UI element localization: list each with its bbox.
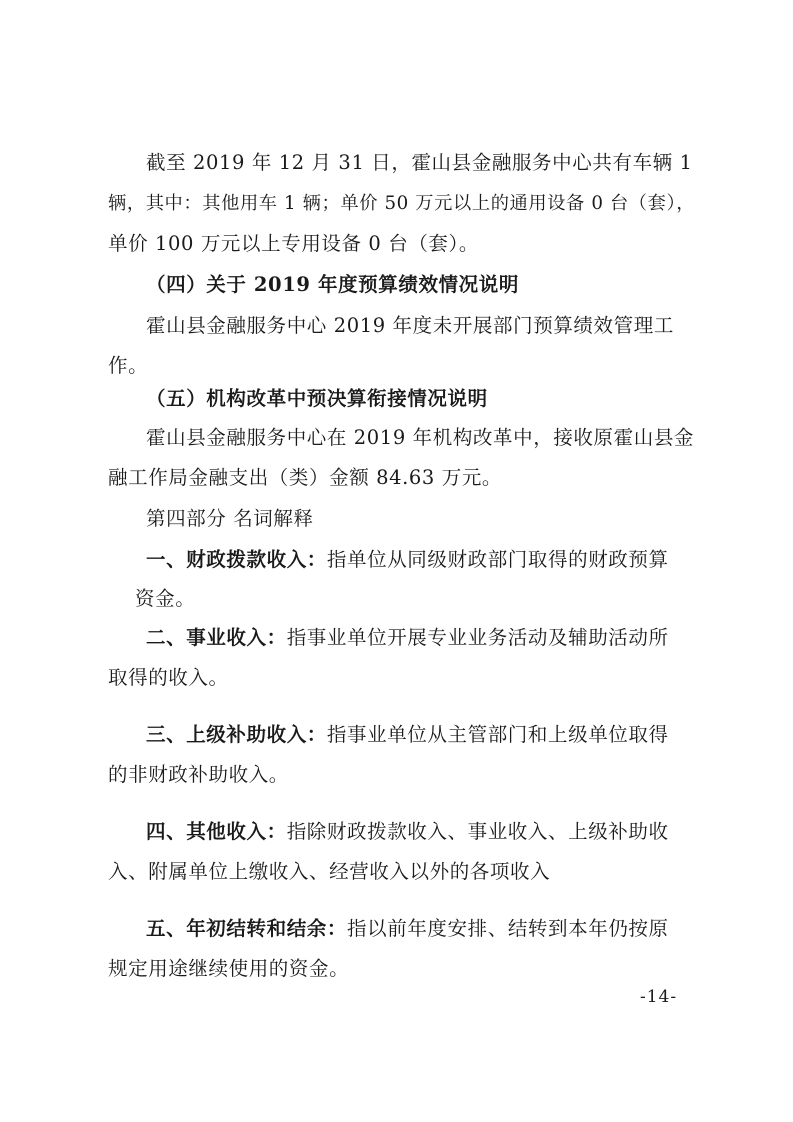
vehicles-line-3: 单价 100 万元以上专用设备 0 台（套）。 — [108, 232, 479, 255]
term-2-line-1 — [146, 623, 669, 653]
term-3-line-2: 的非财政补助收入。 — [108, 763, 289, 786]
term-5-line-1 — [146, 914, 669, 944]
term-3-line-1 — [146, 720, 669, 750]
term-5-definition: 指以前年度安排、结转到本年仍按原 — [347, 917, 669, 940]
section4-line-2: 作。 — [108, 354, 149, 377]
vehicles-line-1: 截至 2019 年 12 月 31 日，霍山县金融服务中心共有车辆 1 — [146, 151, 693, 174]
term-5-line-2: 规定用途继续使用的资金。 — [108, 957, 350, 980]
page-number: -14- — [640, 987, 678, 1007]
term-2-name: 二、事业收入： — [146, 626, 287, 649]
term-1-line-2: 资金。 — [135, 587, 196, 610]
term-3-name: 三、上级补助收入： — [146, 723, 327, 746]
term-2-definition: 指事业单位开展专业业务活动及辅助活动所 — [286, 626, 669, 649]
term-1-line-1 — [146, 545, 669, 575]
section5-line-1: 霍山县金融服务中心在 2019 年机构改革中，接收原霍山县金 — [146, 426, 695, 449]
term-4-name: 四、其他收入： — [146, 820, 287, 843]
section5-heading: （五）机构改革中预决算衔接情况说明 — [146, 387, 488, 410]
term-1-name: 一、财政拨款收入： — [146, 548, 327, 571]
term-5-name: 五、年初结转和结余： — [146, 917, 348, 940]
section4-heading: （四）关于 2019 年度预算绩效情况说明 — [146, 273, 519, 296]
term-4-line-1 — [146, 817, 669, 847]
term-3-definition: 指事业单位从主管部门和上级单位取得 — [326, 723, 669, 746]
section5-line-2: 融工作局金融支出（类）金额 84.63 万元。 — [108, 466, 503, 489]
part4-title: 第四部分 名词解释 — [146, 507, 314, 530]
term-1-definition: 指单位从同级财政部门取得的财政预算 — [326, 548, 669, 571]
vehicles-line-2: 辆，其中：其他用车 1 辆；单价 50 万元以上的通用设备 0 台（套）， — [108, 193, 696, 214]
term-4-definition: 指除财政拨款收入、事业收入、上级补助收 — [286, 820, 669, 843]
section4-line-1: 霍山县金融服务中心 2019 年度未开展部门预算绩效管理工 — [146, 314, 674, 337]
term-2-line-2: 取得的收入。 — [108, 666, 229, 689]
term-4-line-2: 入、附属单位上缴收入、经营收入以外的各项收入 — [108, 860, 551, 883]
